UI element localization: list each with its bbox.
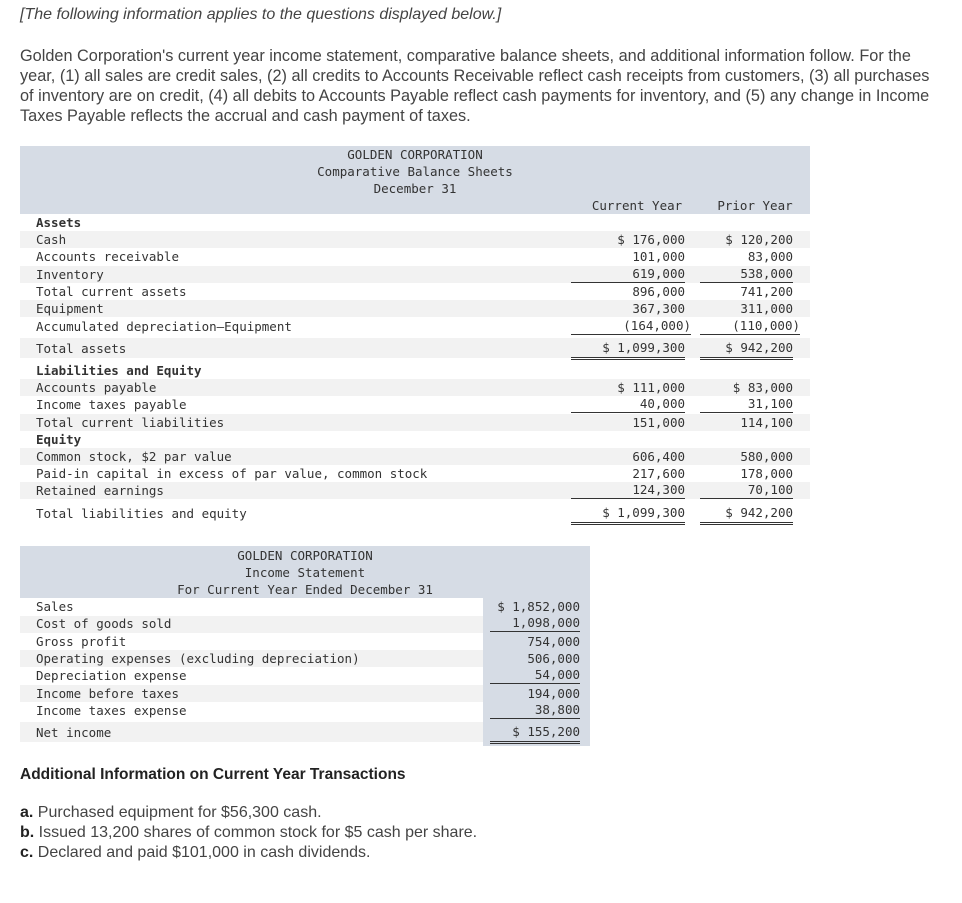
bs-row-prior: 311,000 [740,301,793,316]
bs-row-prior: 178,000 [740,466,793,481]
intro-note: [The following information applies to the questions displayed below.] [20,6,502,23]
bs-row-label: Retained earnings [36,483,164,498]
additional-item-b [20,824,477,842]
is-title: Income Statement [244,565,366,580]
is-period: For Current Year Ended December 31 [177,582,433,597]
bs-row-label: Cash [36,232,67,247]
bs-row-current: 217,600 [632,466,685,481]
item-letter: b. [20,824,35,841]
is-row-label: Operating expenses (excluding depreciation) [36,651,360,666]
is-row-label: Gross profit [36,634,127,649]
additional-item-a [20,804,322,822]
bs-row-label: Total current assets [36,284,187,299]
item-letter: a. [20,804,34,821]
bs-row-current: 151,000 [632,415,685,430]
bs-row-prior: $ 120,200 [725,232,793,247]
bs-row-prior: (110,000) [700,318,800,335]
is-row-value: 54,000 [490,667,580,684]
bs-company: GOLDEN CORPORATION [347,147,483,162]
bs-row-prior: 114,100 [740,415,793,430]
bs-col-current: Current Year [591,198,683,213]
is-row-value: $ 155,200 [490,724,580,744]
bs-row-prior: 83,000 [747,249,793,264]
bs-assets-heading: Assets [36,215,82,230]
bs-row-label: Paid-in capital in excess of par value, common stock [36,466,428,481]
bs-row-label: Accumulated depreciation—Equipment [36,319,292,334]
bs-row-prior: $ 942,200 [700,505,793,525]
bs-row-label: Income taxes payable [36,397,187,412]
is-row-value: 1,098,000 [490,615,580,632]
bs-row-current: 367,300 [632,301,685,316]
bs-row-prior: 741,200 [740,284,793,299]
item-text: Issued 13,200 shares of common stock for $5 cash per share. [38,824,478,841]
bs-row-label: Total assets [36,341,127,356]
is-row-value: 194,000 [527,686,580,701]
bs-row-current: 124,300 [571,482,685,499]
is-row-value: 754,000 [527,634,580,649]
item-text: Declared and paid $101,000 in cash dividends. [37,844,371,861]
bs-row-current: 896,000 [632,284,685,299]
bs-row-current: $ 111,000 [617,380,685,395]
bs-liab-heading: Liabilities and Equity [36,363,202,378]
bs-row-prior: 580,000 [740,449,793,464]
bs-date: December 31 [373,181,457,196]
is-row-label: Cost of goods sold [36,616,172,631]
bs-row-current: $ 1,099,300 [571,340,685,360]
is-row-label: Income before taxes [36,686,179,701]
bs-title: Comparative Balance Sheets [317,164,513,179]
is-row-label: Depreciation expense [36,668,187,683]
is-row-label: Income taxes expense [36,703,187,718]
is-row-value: 506,000 [527,651,580,666]
bs-row-label: Equipment [36,301,104,316]
bs-row-current: $ 1,099,300 [571,505,685,525]
additional-item-c [20,844,370,862]
bs-row-current: 40,000 [571,396,685,413]
bs-row-label: Common stock, $2 par value [36,449,232,464]
bs-row-label: Accounts payable [36,380,157,395]
bs-row-label: Total current liabilities [36,415,225,430]
bs-equity-heading: Equity [36,432,82,447]
is-row-value: 38,800 [490,702,580,719]
is-row-value: $ 1,852,000 [497,599,580,614]
bs-col-prior: Prior Year [717,198,793,213]
is-row-label: Net income [36,725,112,740]
bs-row-label: Total liabilities and equity [36,506,247,521]
bs-row-prior: 70,100 [700,482,793,499]
bs-row-prior: 31,100 [700,396,793,413]
item-letter: c. [20,844,34,861]
additional-info-title: Additional Information on Current Year Transactions [20,766,406,783]
is-company: GOLDEN CORPORATION [237,548,373,563]
bs-row-prior: $ 83,000 [732,380,793,395]
item-text: Purchased equipment for $56,300 cash. [37,804,322,821]
bs-row-label: Inventory [36,267,104,282]
bs-row-label: Accounts receivable [36,249,179,264]
bs-row-current: 101,000 [632,249,685,264]
is-row-label: Sales [36,599,74,614]
intro-paragraph: Golden Corporation's current year income statement, comparative balance sheets, and additional information follow. For the year, (1) all sales are credit sales, (2) all credits to Accounts Receivable reflect cash receipts from customers, (3) all purchases of inventory are on credit, (4) all debits to Accounts Payable reflect cash payments for inventory, and (5) any change in Income Taxes Payable reflects the accrual and cash payment of taxes. [20,47,930,125]
bs-row-current: $ 176,000 [617,232,685,247]
bs-row-current: (164,000) [571,318,691,335]
bs-row-current: 619,000 [571,266,685,283]
bs-row-prior: 538,000 [700,266,793,283]
bs-row-prior: $ 942,200 [700,340,793,360]
bs-row-current: 606,400 [632,449,685,464]
